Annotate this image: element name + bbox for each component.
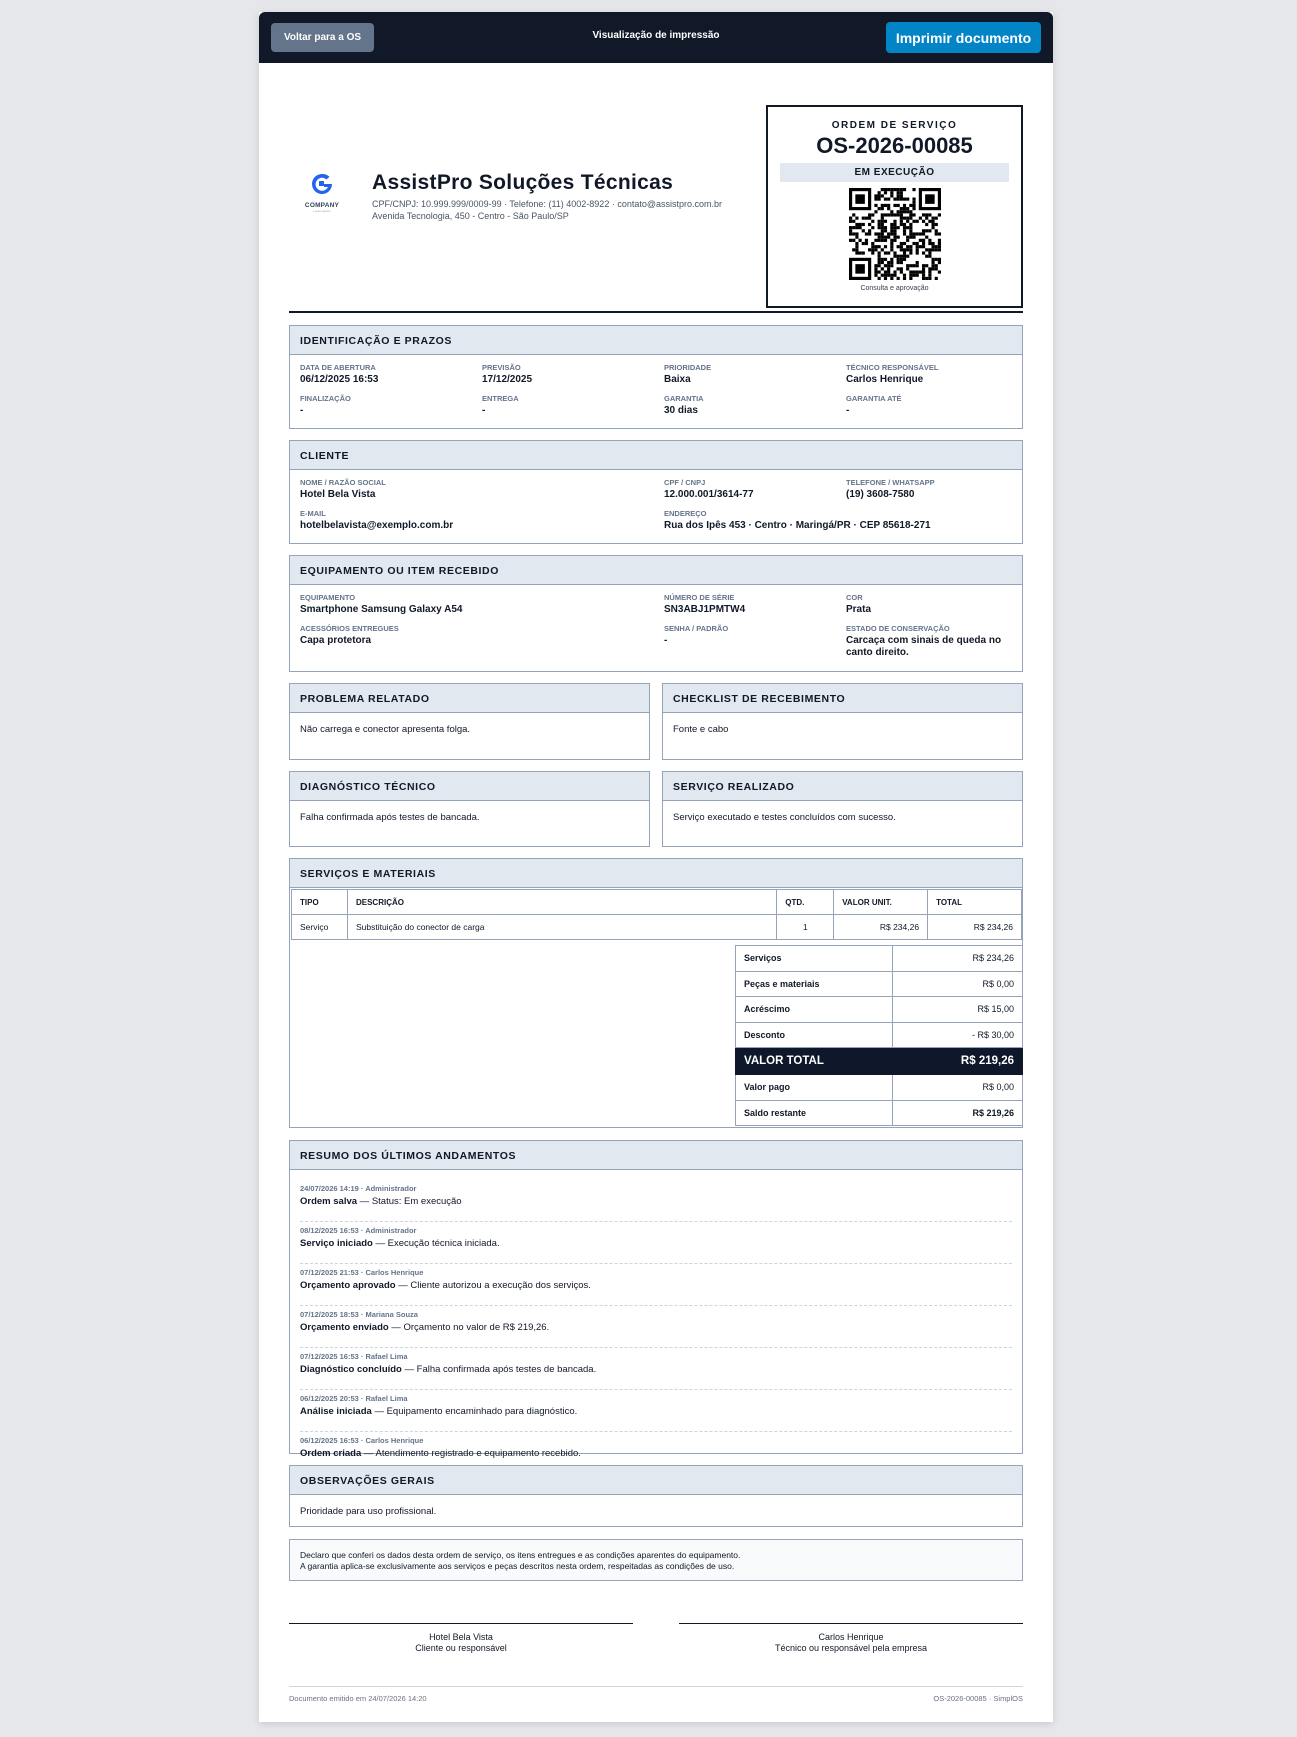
cell-description: Substituição do conector de carga xyxy=(347,915,776,940)
footer-issued: Documento emitido em 24/07/2026 14:20 xyxy=(289,1694,427,1703)
timeline-meta: 07/12/2025 16:53 · Rafael Lima xyxy=(300,1352,408,1361)
list-item xyxy=(300,1268,1012,1306)
field-label: CPF / CNPJ xyxy=(664,478,706,487)
totals-row-extra xyxy=(736,997,1023,1023)
declaration-line-1: Declaro que conferi os dados desta ordem de serviço, os itens entregues e as condições aparentes do equipamento. xyxy=(300,1550,741,1560)
cell-unit-price: R$ 234,26 xyxy=(834,915,928,940)
timeline-detail: — Falha confirmada após testes de bancada. xyxy=(401,1364,597,1375)
company-address: Avenida Tecnologia, 450 - Centro - São Paulo/SP xyxy=(372,211,569,221)
signature-name: Hotel Bela Vista xyxy=(429,1632,493,1642)
field-label: EQUIPAMENTO xyxy=(300,593,356,602)
totals-label: VALOR TOTAL xyxy=(736,1048,893,1075)
field-value: Carcaça com sinais de queda no canto direito. xyxy=(846,635,1002,658)
field-value: - xyxy=(664,635,668,646)
col-unit-price: VALOR UNIT. xyxy=(834,890,928,915)
field-label: NÚMERO DE SÉRIE xyxy=(664,593,735,602)
field-value: Rua dos Ipês 453 · Centro · Maringá/PR · CEP 85618-271 xyxy=(664,520,931,531)
field-label: ACESSÓRIOS ENTREGUES xyxy=(300,624,399,633)
back-to-os-button[interactable]: Voltar para a OS xyxy=(271,23,374,52)
field-value: hotelbelavista@exemplo.com.br xyxy=(300,520,454,531)
print-sheet xyxy=(259,12,1053,1722)
field-value: 06/12/2025 16:53 xyxy=(300,374,379,385)
timeline-text xyxy=(300,1280,1012,1291)
field-accessories xyxy=(300,624,664,659)
totals-value: R$ 219,26 xyxy=(893,1100,1023,1126)
checklist-text: Fonte e cabo xyxy=(673,724,729,735)
field-serial xyxy=(664,593,846,619)
list-item xyxy=(300,1352,1012,1390)
service-text: Serviço executado e testes concluídos com sucesso. xyxy=(673,812,896,823)
field-value: - xyxy=(846,405,850,416)
identification-grid xyxy=(290,355,1022,420)
totals-row-parts xyxy=(736,971,1023,997)
totals-label: Acréscimo xyxy=(736,997,893,1023)
timeline-text xyxy=(300,1448,1012,1459)
cell-qty: 1 xyxy=(777,915,834,940)
field-technician xyxy=(846,363,1012,389)
declaration-line-2: A garantia aplica-se exclusivamente aos serviços e peças descritos nesta ordem, respeitadas as condições de uso. xyxy=(300,1561,735,1571)
timeline-detail: — Orçamento no valor de R$ 219,26. xyxy=(388,1322,550,1333)
items-section xyxy=(289,858,1023,1128)
problem-text: Não carrega e conector apresenta folga. xyxy=(300,724,471,735)
list-item xyxy=(300,1394,1012,1432)
toolbar-title: Visualização de impressão xyxy=(592,30,720,41)
section-title: CLIENTE xyxy=(290,441,1022,470)
company-info xyxy=(372,171,722,222)
timeline-detail: — Execução técnica iniciada. xyxy=(372,1238,500,1249)
print-document-button[interactable]: Imprimir documento xyxy=(886,22,1041,53)
timeline-detail: — Cliente autorizou a execução dos serviços. xyxy=(395,1280,591,1291)
section-title: OBSERVAÇÕES GERAIS xyxy=(290,1466,1022,1495)
field-value: Capa protetora xyxy=(300,635,372,646)
totals-label: Peças e materiais xyxy=(736,971,893,997)
field-password xyxy=(664,624,846,659)
field-label: ENTREGA xyxy=(482,394,519,403)
timeline-text xyxy=(300,1406,1012,1417)
header-divider xyxy=(289,311,1023,313)
notes-section xyxy=(289,1465,1023,1527)
timeline-action: Diagnóstico concluído xyxy=(300,1364,402,1375)
field-value: Baixa xyxy=(664,374,691,385)
timeline-list xyxy=(290,1170,1022,1474)
timeline-action: Ordem criada xyxy=(300,1448,362,1459)
items-table xyxy=(291,889,1022,940)
timeline-meta: 08/12/2025 16:53 · Administrador xyxy=(300,1226,417,1235)
signature-name: Carlos Henrique xyxy=(818,1632,884,1642)
totals-value: R$ 0,00 xyxy=(893,1075,1023,1101)
list-item xyxy=(300,1226,1012,1264)
totals-row-remaining xyxy=(736,1100,1023,1126)
document-content xyxy=(289,63,1023,1703)
checklist-section xyxy=(662,683,1023,760)
field-label: NOME / RAZÃO SOCIAL xyxy=(300,478,386,487)
client-grid xyxy=(290,470,1022,535)
field-label: SENHA / PADRÃO xyxy=(664,624,729,633)
table-row xyxy=(292,915,1022,940)
field-label: ENDEREÇO xyxy=(664,509,707,518)
field-value: 17/12/2025 xyxy=(482,374,533,385)
field-opening-date xyxy=(300,363,482,389)
field-value: SN3ABJ1PMTW4 xyxy=(664,604,746,615)
field-forecast xyxy=(482,363,664,389)
field-priority xyxy=(664,363,846,389)
totals-value: R$ 15,00 xyxy=(893,997,1023,1023)
diagnosis-section xyxy=(289,771,650,847)
field-client-email xyxy=(300,509,664,535)
col-total: TOTAL xyxy=(928,890,1022,915)
client-section xyxy=(289,440,1023,544)
timeline-text xyxy=(300,1364,1012,1375)
totals-value: R$ 0,00 xyxy=(893,971,1023,997)
field-value: Smartphone Samsung Galaxy A54 xyxy=(300,604,463,615)
list-item xyxy=(300,1184,1012,1222)
field-label: GARANTIA ATÉ xyxy=(846,394,902,403)
document-header xyxy=(289,63,1023,313)
timeline-action: Serviço iniciado xyxy=(300,1238,373,1249)
field-label: E-MAIL xyxy=(300,509,326,518)
equipment-grid xyxy=(290,585,1022,659)
totals-label: Valor pago xyxy=(736,1075,893,1101)
col-type: TIPO xyxy=(292,890,348,915)
document-footer xyxy=(289,1686,1023,1703)
cell-total: R$ 234,26 xyxy=(928,915,1022,940)
totals-value: - R$ 30,00 xyxy=(893,1022,1023,1048)
timeline-section xyxy=(289,1140,1023,1459)
section-title: IDENTIFICAÇÃO E PRAZOS xyxy=(290,326,1022,355)
company-logo-icon xyxy=(311,173,333,195)
totals-label: Desconto xyxy=(736,1022,893,1048)
status-badge: EM EXECUÇÃO xyxy=(780,163,1009,182)
cell-type: Serviço xyxy=(292,915,348,940)
field-label: ESTADO DE CONSERVAÇÃO xyxy=(846,624,950,633)
timeline-action: Ordem salva xyxy=(300,1196,358,1207)
field-value: (19) 3608-7580 xyxy=(846,489,915,500)
field-client-name xyxy=(300,478,664,504)
totals-label: Saldo restante xyxy=(736,1100,893,1126)
totals-row-services xyxy=(736,946,1023,972)
timeline-text xyxy=(300,1196,1012,1207)
timeline-meta: 06/12/2025 20:53 · Rafael Lima xyxy=(300,1394,408,1403)
totals-row-discount xyxy=(736,1022,1023,1048)
field-value: - xyxy=(300,405,304,416)
field-label: COR xyxy=(846,593,863,602)
order-label: ORDEM DE SERVIÇO xyxy=(831,120,958,131)
signature-role: Técnico ou responsável pela empresa xyxy=(774,1643,928,1653)
qr-code-icon xyxy=(849,188,941,280)
diagnosis-text: Falha confirmada após testes de bancada. xyxy=(300,812,480,823)
field-label: DATA DE ABERTURA xyxy=(300,363,376,372)
service-section xyxy=(662,771,1023,847)
field-value: 30 dias xyxy=(664,405,698,416)
timeline-meta: 24/07/2026 14:19 · Administrador xyxy=(300,1184,417,1193)
table-header-row xyxy=(292,890,1022,915)
logo-text: COMPANY xyxy=(304,202,340,209)
timeline-meta: 07/12/2025 21:53 · Carlos Henrique xyxy=(300,1268,424,1277)
identification-section xyxy=(289,325,1023,429)
order-number: OS-2026-00085 xyxy=(816,133,973,158)
field-value: - xyxy=(482,405,486,416)
totals-row-grand-total xyxy=(736,1048,1023,1075)
qr-caption: Consulta e aprovação xyxy=(860,285,929,292)
timeline-detail: — Atendimento registrado e equipamento recebido. xyxy=(361,1448,581,1459)
timeline-action: Orçamento enviado xyxy=(300,1322,389,1333)
field-value: Hotel Bela Vista xyxy=(300,489,376,500)
timeline-text xyxy=(300,1238,1012,1249)
company-contact: CPF/CNPJ: 10.999.999/0009-99 · Telefone: (11) 4002-8922 · contato@assistpro.com.br xyxy=(372,199,722,209)
problem-section xyxy=(289,683,650,760)
section-title: RESUMO DOS ÚLTIMOS ANDAMENTOS xyxy=(290,1141,1022,1170)
timeline-detail: — Status: Em execução xyxy=(357,1196,462,1207)
company-name: AssistPro Soluções Técnicas xyxy=(372,171,674,194)
section-title: PROBLEMA RELATADO xyxy=(290,684,649,713)
section-title: DIAGNÓSTICO TÉCNICO xyxy=(290,772,649,801)
field-label: TELEFONE / WHATSAPP xyxy=(846,478,935,487)
field-client-phone xyxy=(846,478,1012,504)
timeline-meta: 06/12/2025 16:53 · Carlos Henrique xyxy=(300,1436,424,1445)
logo-subtext: Lorem Ipsum xyxy=(313,209,331,213)
field-label: PREVISÃO xyxy=(482,363,521,372)
print-toolbar xyxy=(259,12,1053,63)
client-signature xyxy=(289,1623,633,1654)
field-value: Prata xyxy=(846,604,872,615)
technician-signature xyxy=(679,1623,1023,1654)
field-completion xyxy=(300,394,482,420)
timeline-text xyxy=(300,1322,1012,1333)
field-value: Carlos Henrique xyxy=(846,374,924,385)
footer-reference: OS-2026-00085 · SimplOS xyxy=(933,1694,1023,1703)
col-description: DESCRIÇÃO xyxy=(347,890,776,915)
order-box xyxy=(766,105,1023,308)
declaration-box xyxy=(289,1539,1023,1581)
section-title: SERVIÇOS E MATERIAIS xyxy=(290,859,1022,888)
field-value: 12.000.001/3614-77 xyxy=(664,489,754,500)
timeline-detail: — Equipamento encaminhado para diagnóstico. xyxy=(371,1406,578,1417)
field-label: PRIORIDADE xyxy=(664,363,712,372)
notes-text: Prioridade para uso profissional. xyxy=(300,1506,437,1517)
section-title: EQUIPAMENTO OU ITEM RECEBIDO xyxy=(290,556,1022,585)
totals-value: R$ 234,26 xyxy=(893,946,1023,972)
field-delivery xyxy=(482,394,664,420)
field-color xyxy=(846,593,1012,619)
field-label: FINALIZAÇÃO xyxy=(300,394,351,403)
signature-role: Cliente ou responsável xyxy=(415,1643,507,1653)
field-warranty-until xyxy=(846,394,1012,420)
timeline-action: Análise iniciada xyxy=(300,1406,372,1417)
list-item xyxy=(300,1310,1012,1348)
field-client-address xyxy=(664,509,1012,535)
field-warranty xyxy=(664,394,846,420)
field-condition xyxy=(846,624,1012,659)
totals-row-paid xyxy=(736,1075,1023,1101)
totals-label: Serviços xyxy=(736,946,893,972)
col-qty: QTD. xyxy=(777,890,834,915)
timeline-meta: 07/12/2025 18:53 · Mariana Souza xyxy=(300,1310,418,1319)
company-logo xyxy=(301,173,343,213)
field-equipment xyxy=(300,593,664,619)
totals-table xyxy=(735,945,1023,1126)
timeline-action: Orçamento aprovado xyxy=(300,1280,396,1291)
field-label: GARANTIA xyxy=(664,394,704,403)
section-title: SERVIÇO REALIZADO xyxy=(663,772,1022,801)
totals-value: R$ 219,26 xyxy=(893,1048,1023,1075)
field-label: TÉCNICO RESPONSÁVEL xyxy=(846,363,939,372)
section-title: CHECKLIST DE RECEBIMENTO xyxy=(663,684,1022,713)
field-client-doc xyxy=(664,478,846,504)
equipment-section xyxy=(289,555,1023,672)
